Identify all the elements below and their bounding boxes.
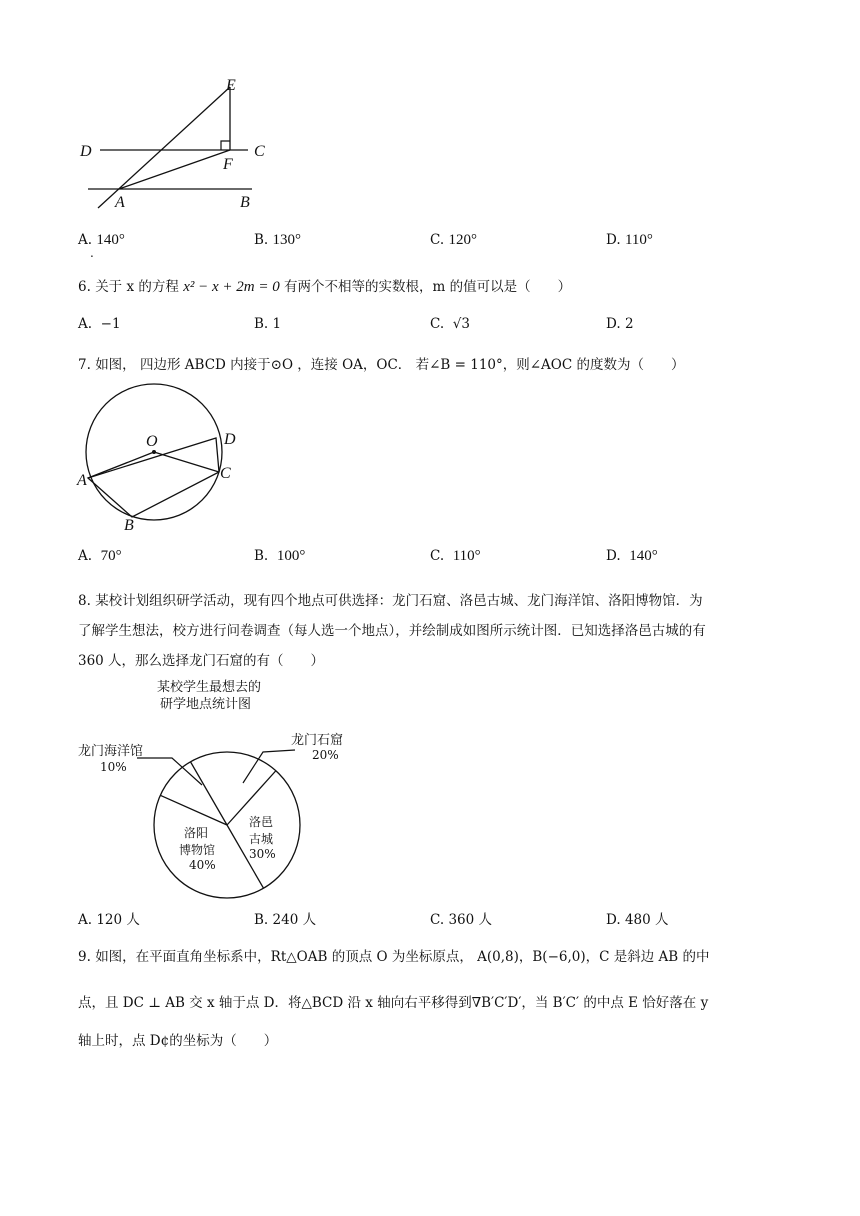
q7-option-d: D. 140° xyxy=(606,548,658,564)
pie-percent-luoyi: 30% xyxy=(249,847,276,861)
line-af xyxy=(119,150,230,189)
q7-option-c: C. 110° xyxy=(430,548,481,564)
q8-option-a: A. 120 人 xyxy=(78,912,140,928)
q5-option-c: C. 120° xyxy=(430,232,477,248)
pie-label-luoyi-line2: 古城 xyxy=(249,832,274,846)
pie-boundary-haiyang xyxy=(160,795,227,825)
segment-oc xyxy=(154,452,219,472)
stray-dot: . xyxy=(90,246,94,260)
label-e: E xyxy=(226,77,236,94)
q8-option-c: C. 360 人 xyxy=(430,912,492,928)
q7-stem: 7. 如图， 四边形 ABCD 内接于⊙O ，连接 OA，OC． 若∠B = 110°，则∠AOC 的度数为（ ） xyxy=(78,357,685,373)
q5-option-d: D. 110° xyxy=(606,232,653,248)
q8-option-b: B. 240 人 xyxy=(254,912,317,928)
q9-line-3: 轴上时，点 D¢的坐标为（ ） xyxy=(78,1033,278,1049)
pie-label-museum-line2: 博物馆 xyxy=(179,843,216,857)
q9-line-1: 9. 如图，在平面直角坐标系中，Rt△OAB 的顶点 O 为坐标原点， A(0,8)，B(−6,0)，C 是斜边 AB 的中 xyxy=(78,949,710,965)
pie-label-luoyi-line1: 洛邑 xyxy=(249,815,274,829)
right-angle-mark xyxy=(221,141,230,150)
label-a: A xyxy=(115,194,125,211)
q5-option-a: A. 140° xyxy=(78,232,125,248)
q5-figure xyxy=(70,70,290,220)
label-c: C xyxy=(254,143,265,160)
q8-option-d: D. 480 人 xyxy=(606,912,669,928)
q7-option-b: B. 100° xyxy=(254,548,306,564)
label-a: A xyxy=(77,472,87,489)
label-o: O xyxy=(146,433,158,450)
pie-label-museum-line1: 洛阳 xyxy=(184,826,209,840)
q7-option-a: A. 70° xyxy=(78,548,122,564)
q5-option-b: B. 130° xyxy=(254,232,302,248)
pie-label-longmen-haiyangguan: 龙门海洋馆 xyxy=(78,744,144,759)
label-b: B xyxy=(240,194,250,211)
label-f: F xyxy=(223,156,233,173)
label-b: B xyxy=(124,517,134,534)
chart-title-line-1: 某校学生最想去的 xyxy=(157,680,262,695)
q7-figure xyxy=(72,380,252,535)
label-d: D xyxy=(224,431,236,448)
q6-option-b: B. 1 xyxy=(254,316,282,332)
q6-stem: 6. 关于 x 的方程 x² − x + 2m = 0 有两个不相等的实数根，m 的值可以是（ ） xyxy=(78,279,572,295)
line-ae xyxy=(98,87,230,208)
pie-percent-longmen-haiyangguan: 10% xyxy=(100,760,127,774)
pie-label-longmen-shiku: 龙门石窟 xyxy=(291,733,344,748)
q9-line-2: 点，且 DC ⊥ AB 交 x 轴于点 D．将△BCD 沿 x 轴向右平移得到∇B′C′D′，当 B′C′ 的中点 E 恰好落在 y xyxy=(78,995,709,1011)
q8-line-2: 了解学生想法，校方进行问卷调查（每人选一个地点），并绘制成如图所示统计图．已知选择洛邑古城的有 xyxy=(78,623,706,639)
q8-line-1: 8. 某校计划组织研学活动，现有四个地点可供选择：龙门石窟、洛邑古城、龙门海洋馆、洛阳博物馆．为 xyxy=(78,593,703,609)
center-point xyxy=(152,450,156,454)
label-d: D xyxy=(80,143,92,160)
q8-line-3: 360 人，那么选择龙门石窟的有（ ） xyxy=(78,653,325,669)
pie-percent-longmen-shiku: 20% xyxy=(312,748,339,762)
pie-boundary-shiku xyxy=(191,762,228,825)
chart-title-line-2: 研学地点统计图 xyxy=(160,697,252,712)
pie-percent-museum: 40% xyxy=(189,858,216,872)
label-c: C xyxy=(220,465,231,482)
q6-option-c: C. √3 xyxy=(430,316,470,332)
segment-oa xyxy=(88,452,154,478)
q6-option-a: A. −1 xyxy=(78,316,121,332)
q6-option-d: D. 2 xyxy=(606,316,634,332)
